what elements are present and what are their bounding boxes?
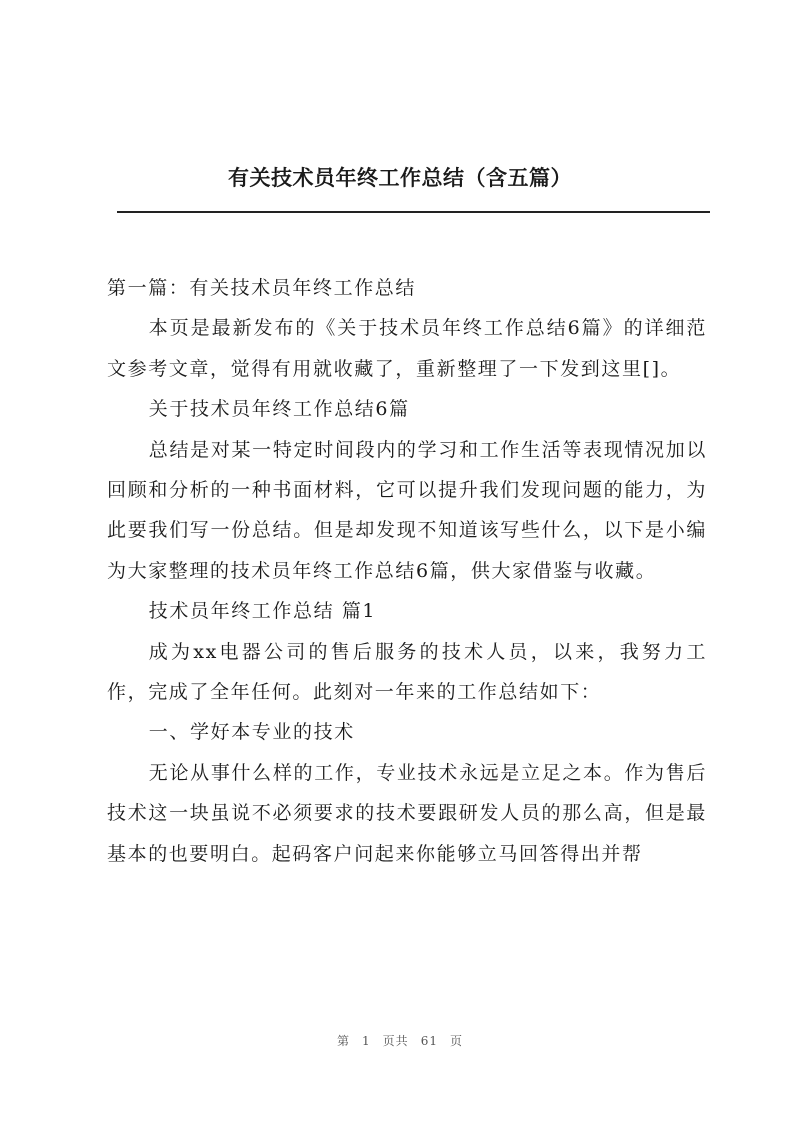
footer-suffix: 页 [449, 1034, 463, 1048]
page-footer [0, 1032, 800, 1049]
document-body [107, 268, 707, 874]
paragraph: 成为xx电器公司的售后服务的技术人员，以来，我努力工作，完成了全年任何。此刻对一年来的工作总结如下： [107, 640, 707, 704]
footer-current-page: 1 [362, 1034, 371, 1048]
subheading: 技术员年终工作总结 篇1 [148, 600, 377, 623]
document-title: 有关技术员年终工作总结（含五篇） [228, 166, 572, 190]
paragraph: 无论从事什么样的工作，专业技术永远是立足之本。作为售后技术这一块虽说不必须要求的技术要跟研发人员的那么高，但是最基本的也要明白。起码客户问起来你能够立马回答得出并帮 [107, 761, 707, 865]
paragraph: 本页是最新发布的《关于技术员年终工作总结6篇》的详细范文参考文章，觉得有用就收藏了，重新整理了一下发到这里[]。 [107, 317, 707, 380]
subheading: 一、学好本专业的技术 [148, 721, 355, 744]
footer-prefix: 第 [337, 1034, 351, 1048]
paragraph: 关于技术员年终工作总结6篇 [148, 398, 410, 421]
paragraph: 总结是对某一特定时间段内的学习和工作生活等表现情况加以回顾和分析的一种书面材料，它可以提升我们发现问题的能力，为此要我们写一份总结。但是却发现不知道该写些什么，以下是小编为大家整理的技术员年终工作总结6篇，供大家借鉴与收藏。 [107, 438, 707, 582]
title-underline [117, 211, 710, 213]
footer-total-pages: 61 [420, 1034, 438, 1048]
section-heading: 第一篇：有关技术员年终工作总结 [107, 277, 417, 299]
footer-middle: 页共 [382, 1034, 409, 1048]
